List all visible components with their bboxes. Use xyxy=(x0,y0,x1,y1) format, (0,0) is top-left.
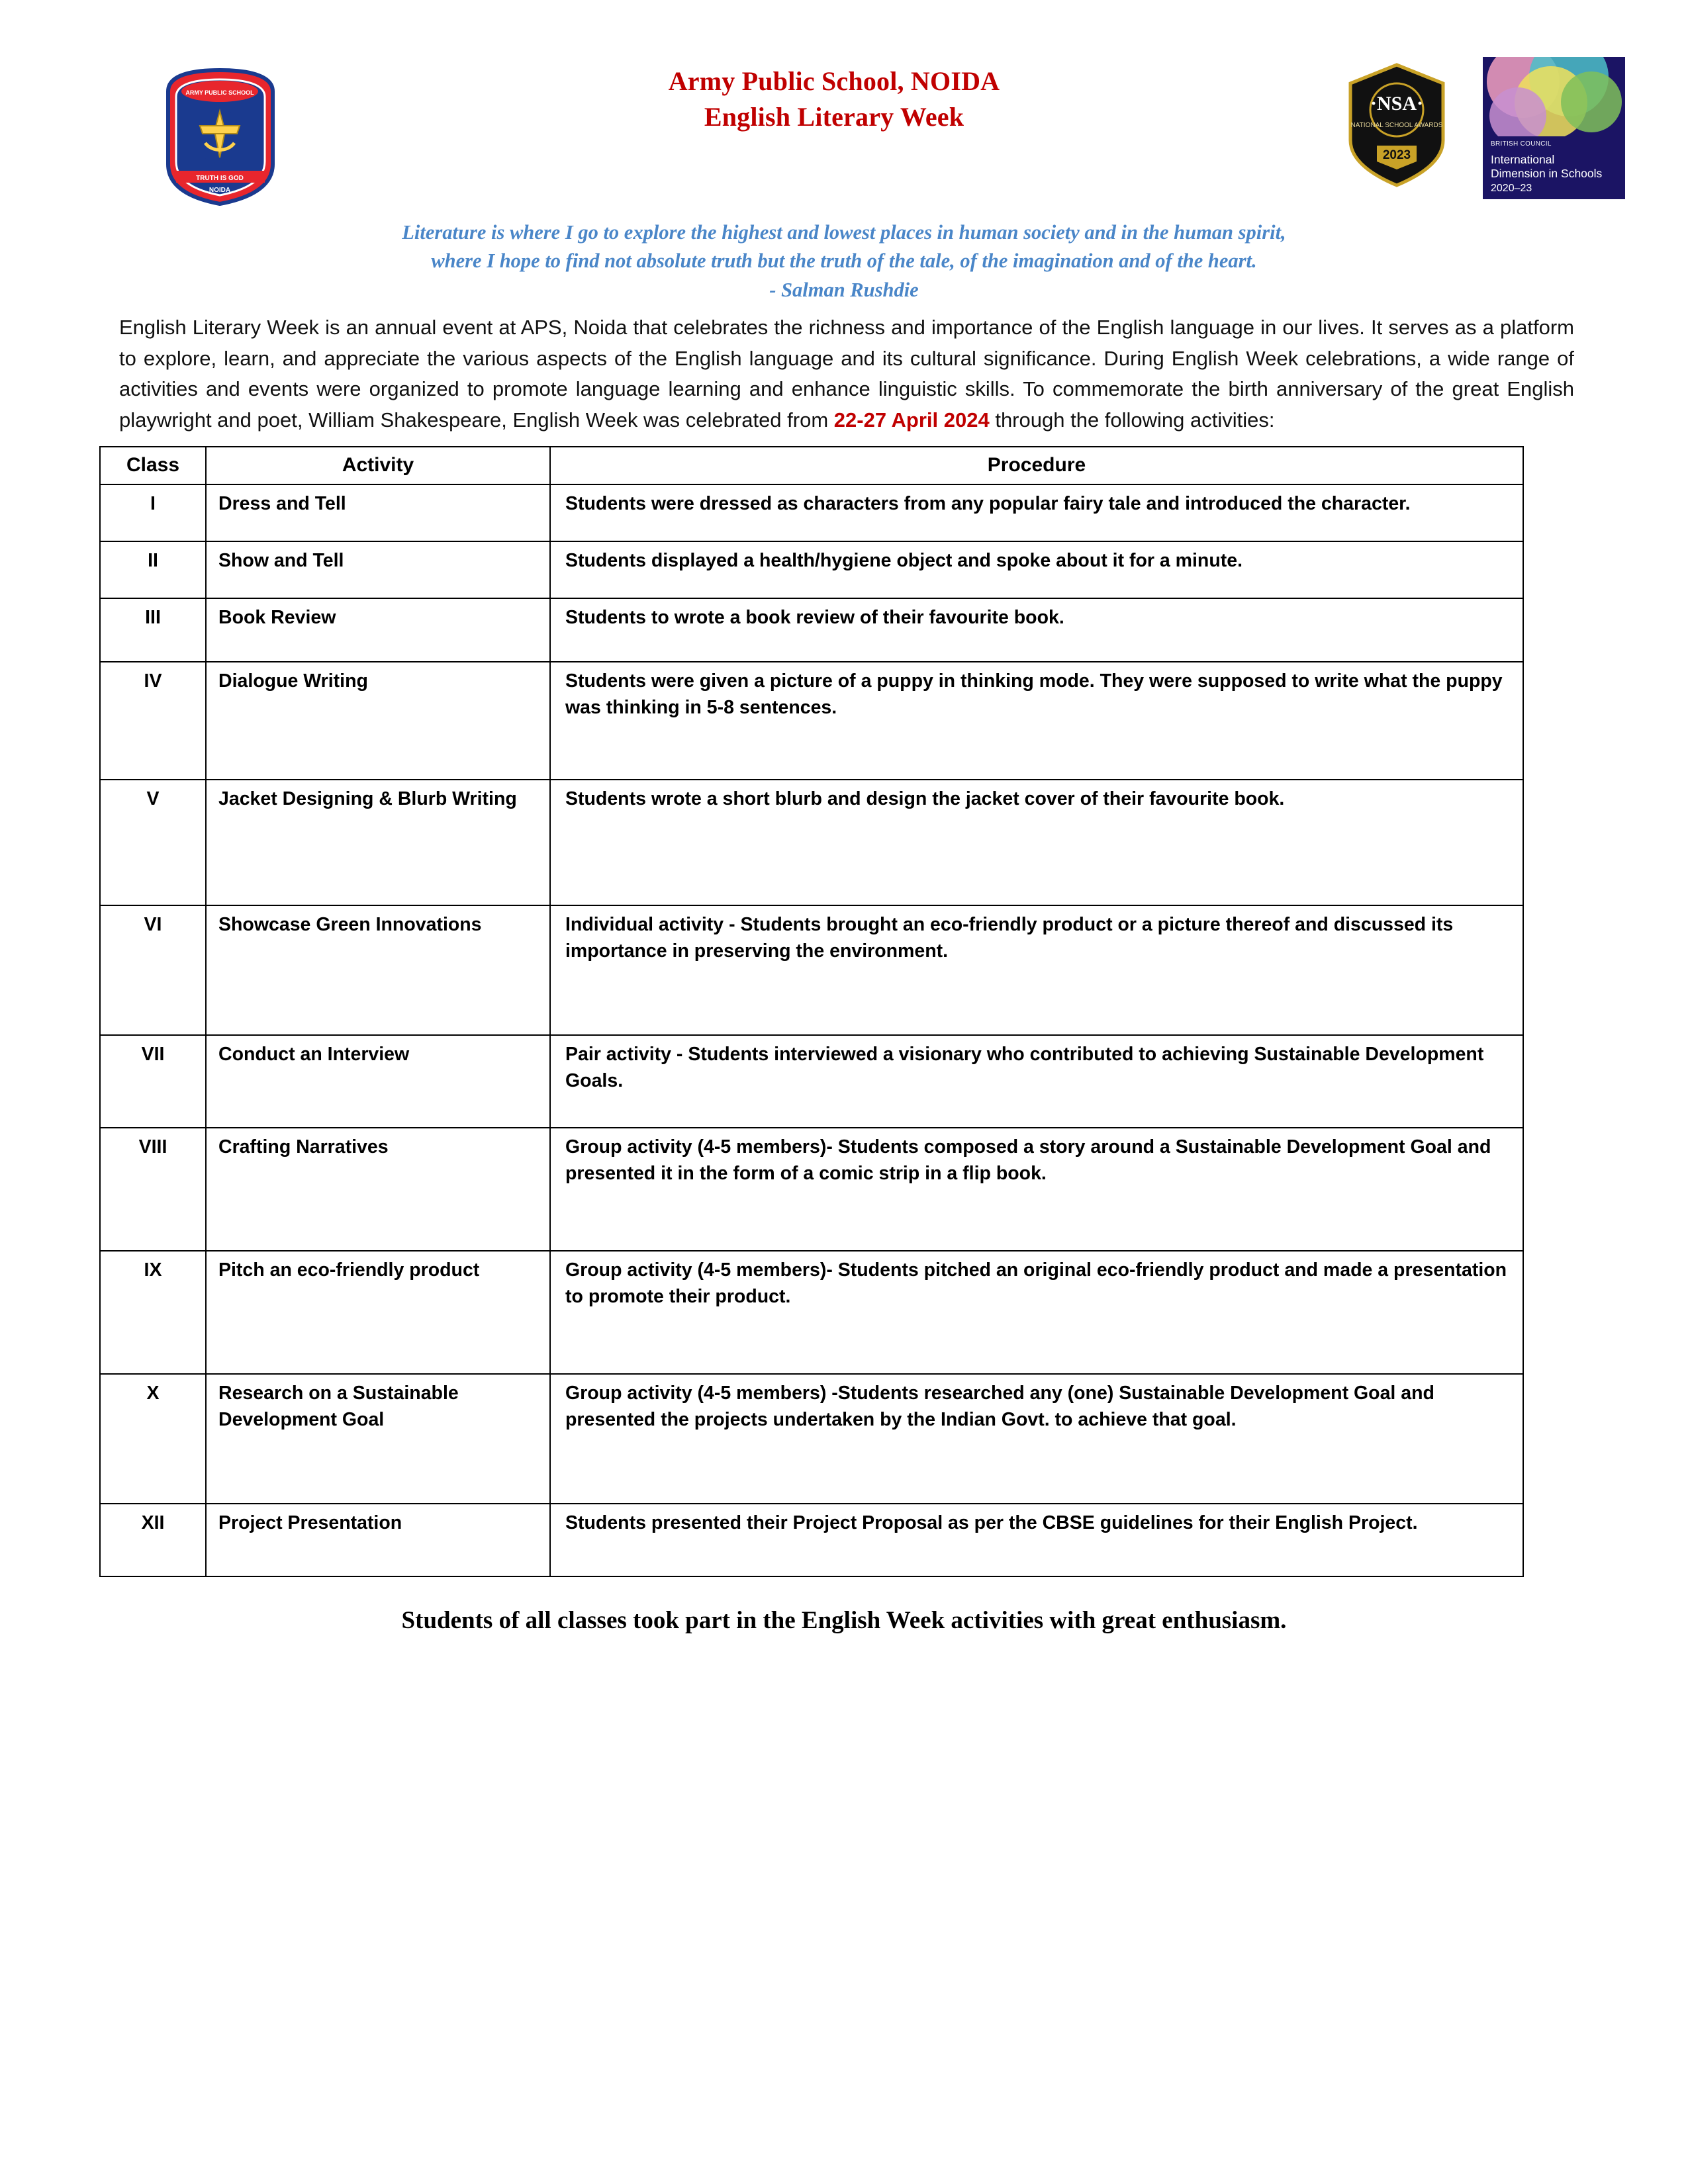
svg-text:2023: 2023 xyxy=(1382,148,1411,162)
cell-procedure: Students wrote a short blurb and design the jacket cover of their favourite book. xyxy=(550,780,1523,905)
svg-text:NATIONAL SCHOOL AWARDS: NATIONAL SCHOOL AWARDS xyxy=(1350,122,1443,129)
svg-text:NOIDA: NOIDA xyxy=(209,187,231,194)
table-row xyxy=(100,662,1523,780)
cell-activity: Show and Tell xyxy=(206,541,550,598)
svg-text:TRUTH IS GOD: TRUTH IS GOD xyxy=(196,175,244,182)
celebration-dates: 22-27 April 2024 xyxy=(833,408,990,432)
event-title: English Literary Week xyxy=(704,102,964,132)
quote-attribution: - Salman Rushdie xyxy=(769,279,919,302)
quote-line-2: where I hope to find not absolute truth but the truth of the tale, of the imagination and of the heart. xyxy=(431,249,1257,272)
cell-class: VII xyxy=(100,1035,206,1128)
table-row xyxy=(100,598,1523,662)
british-council-label: BRITISH COUNCIL xyxy=(1491,140,1552,148)
intro-paragraph xyxy=(99,312,1589,435)
column-header-class: Class xyxy=(100,447,206,484)
cell-class: V xyxy=(100,780,206,905)
cell-procedure: Students displayed a health/hygiene object and spoke about it for a minute. xyxy=(550,541,1523,598)
cell-procedure: Students were given a picture of a puppy in thinking mode. They were supposed to write what the puppy was thinking in 5-8 sentences. xyxy=(550,662,1523,780)
idis-line-3: 2020–23 xyxy=(1491,183,1532,194)
idis-line-1: International xyxy=(1491,153,1555,166)
cell-activity: Project Presentation xyxy=(206,1504,550,1576)
cell-class: I xyxy=(100,484,206,541)
school-name: Army Public School, NOIDA xyxy=(668,66,1000,96)
idis-accreditation-badge xyxy=(1483,57,1625,199)
cell-activity: Jacket Designing & Blurb Writing xyxy=(206,780,550,905)
svg-text:·NSA·: ·NSA· xyxy=(1370,93,1424,114)
table-row xyxy=(100,1374,1523,1504)
cell-procedure: Students to wrote a book review of their favourite book. xyxy=(550,598,1523,662)
table-header-row xyxy=(100,447,1523,484)
idis-line-2: Dimension in Schools xyxy=(1491,167,1603,180)
cell-procedure: Students were dressed as characters from any popular fairy tale and introduced the character. xyxy=(550,484,1523,541)
header-title-block xyxy=(470,64,1198,135)
cell-class: IX xyxy=(100,1251,206,1374)
column-header-activity: Activity xyxy=(206,447,550,484)
quote-line-1: Literature is where I go to explore the highest and lowest places in human society and in the human spirit, xyxy=(402,221,1286,244)
cell-procedure: Individual activity - Students brought an eco-friendly product or a picture thereof and discussed its importance in preserving the environment. xyxy=(550,905,1523,1035)
activities-table xyxy=(99,446,1524,1577)
cell-activity: Conduct an Interview xyxy=(206,1035,550,1128)
cell-activity: Dialogue Writing xyxy=(206,662,550,780)
quote-block xyxy=(99,218,1589,304)
cell-procedure: Group activity (4-5 members) -Students researched any (one) Sustainable Development Goal and presented the projects undertaken by the Indian Govt. to achieve that goal. xyxy=(550,1374,1523,1504)
cell-procedure: Students presented their Project Proposal as per the CBSE guidelines for their English Project. xyxy=(550,1504,1523,1576)
idis-text-block xyxy=(1483,136,1625,195)
cell-activity: Book Review xyxy=(206,598,550,662)
cell-class: VIII xyxy=(100,1128,206,1251)
idis-graphic xyxy=(1483,57,1625,136)
nsa-award-badge xyxy=(1331,61,1463,190)
cell-class: II xyxy=(100,541,206,598)
closing-statement: Students of all classes took part in the English Week activities with great enthusiasm. xyxy=(401,1606,1287,1634)
cell-class: XII xyxy=(100,1504,206,1576)
svg-text:ARMY PUBLIC SCHOOL: ARMY PUBLIC SCHOOL xyxy=(185,89,254,96)
table-row xyxy=(100,905,1523,1035)
document-header xyxy=(99,46,1603,212)
table-row xyxy=(100,1251,1523,1374)
intro-text-part-1: English Literary Week is an annual event at APS, Noida that celebrates the richness and importance of the English language in our lives. It serves as a platform to explore, learn, and appreciate the various aspects of the English language and its cultural significance. During English Week celebrations, a wide range of activities and events were organized to promote language learning and enhance linguistic skills. To commemorate the birth anniversary of the great English playwright and poet, William Shakespeare, English Week was celebrated from xyxy=(119,316,1574,432)
cell-activity: Showcase Green Innovations xyxy=(206,905,550,1035)
cell-activity: Research on a Sustainable Development Goal xyxy=(206,1374,550,1504)
cell-procedure: Pair activity - Students interviewed a visionary who contributed to achieving Sustainable Development Goals. xyxy=(550,1035,1523,1128)
cell-activity: Dress and Tell xyxy=(206,484,550,541)
table-row xyxy=(100,484,1523,541)
table-row xyxy=(100,780,1523,905)
table-row xyxy=(100,1128,1523,1251)
intro-text-part-2: through the following activities: xyxy=(989,408,1275,432)
table-row xyxy=(100,1504,1523,1576)
column-header-procedure: Procedure xyxy=(550,447,1523,484)
cell-procedure: Group activity (4-5 members)- Students pitched an original eco-friendly product and made a presentation to promote their product. xyxy=(550,1251,1523,1374)
cell-activity: Crafting Narratives xyxy=(206,1128,550,1251)
cell-class: III xyxy=(100,598,206,662)
cell-procedure: Group activity (4-5 members)- Students composed a story around a Sustainable Development Goal and presented it in the form of a comic strip in a flip book. xyxy=(550,1128,1523,1251)
cell-activity: Pitch an eco-friendly product xyxy=(206,1251,550,1374)
cell-class: IV xyxy=(100,662,206,780)
table-row xyxy=(100,541,1523,598)
table-row xyxy=(100,1035,1523,1128)
cell-class: VI xyxy=(100,905,206,1035)
school-crest-logo xyxy=(159,65,281,207)
cell-class: X xyxy=(100,1374,206,1504)
